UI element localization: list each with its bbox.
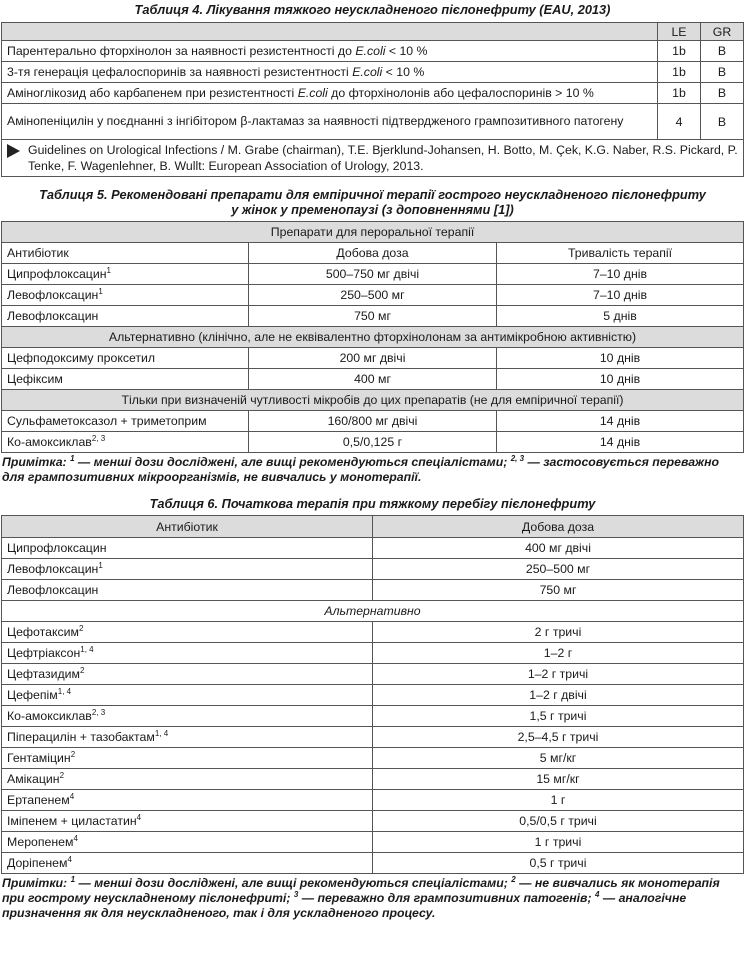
dose-cell: 160/800 мг двічі: [249, 411, 497, 432]
table-row: [2, 643, 744, 664]
duration-cell: 14 днів: [497, 411, 744, 432]
table-row: [2, 538, 744, 559]
gr-cell: B: [701, 41, 744, 62]
recommendation-cell: Аміноглікозид або карбапенем при резистентності E.coli до фторхінолонів або цефалоспоринів > 10 %: [2, 83, 658, 104]
table5-footnote: Примітка: $^1$ — менші дози досліджені, але вищі рекомендуються спеціалістами; $^{2, 3}$ — застосовується переважно для грампозитивних мікроорганізмів, не вивчались у монотерапії.: [2, 453, 720, 484]
recommendation-cell: 3-тя генерація цефалоспоринів за наявності резистентності E.coli < 10 %: [2, 62, 658, 83]
table-row: [2, 83, 744, 104]
antibiotic-cell: Ципрофлоксацин$^1$: [2, 264, 249, 285]
antibiotic-cell: Меропенем$^4$: [2, 832, 373, 853]
dose-cell: 0,5/0,125 г: [249, 432, 497, 453]
table5-title-line1: Таблиця 5. Рекомендовані препарати для емпіричної терапії гострого неускладненого пієлонефриту: [39, 187, 706, 202]
dose-cell: 0,5/0,5 г тричі: [373, 811, 744, 832]
col-le-header: LE: [658, 23, 701, 41]
table-row: [2, 706, 744, 727]
alternative-row: [2, 601, 744, 622]
table4: [1, 22, 744, 177]
table-row: [2, 41, 744, 62]
source-citation: Guidelines on Urological Infections / M. Grabe (chairman), T.E. Bjerklund-Johansen, H. Botto, M. Çek, K.G. Naber, R.S. Pickard, P. Tenke, F. Wagenlehner, B. Wullt: European Association of Urology, 2013.: [28, 143, 738, 173]
antibiotic-cell: Сульфаметоксазол + триметоприм: [2, 411, 249, 432]
table-row: [2, 369, 744, 390]
antibiotic-cell: Ко-амоксиклав$^{2, 3}$: [2, 706, 373, 727]
dose-cell: 250–500 мг: [373, 559, 744, 580]
table-row: [2, 811, 744, 832]
table-row: [2, 580, 744, 601]
recommendation-cell: Парентерально фторхінолон за наявності резистентності до E.coli < 10 %: [2, 41, 658, 62]
dose-cell: 500–750 мг двічі: [249, 264, 497, 285]
dose-cell: 1,5 г тричі: [373, 706, 744, 727]
table-row: [2, 727, 744, 748]
dose-cell: 750 мг: [249, 306, 497, 327]
table6-title: Таблиця 6. Початкова терапія при тяжкому перебігу пієлонефриту: [149, 496, 596, 511]
table-row: [2, 62, 744, 83]
section-header-row: [2, 327, 744, 348]
dose-cell: 400 мг двічі: [373, 538, 744, 559]
recommendation-cell: Амінопеніцилін у поєднанні з інгібітором β-лактамаз за наявності підтвердженого грампозитивного патогену: [2, 104, 658, 140]
dose-cell: 1–2 г: [373, 643, 744, 664]
section-sensitivity-header: Тільки при визначеній чутливості мікробів до цих препаратів (не для емпіричної терапії): [2, 390, 744, 411]
duration-cell: 7–10 днів: [497, 285, 744, 306]
section-alt-header: Альтернативно (клінічно, але не еквівалентно фторхінолонам за антимікробною активністю): [2, 327, 744, 348]
dose-cell: 1 г: [373, 790, 744, 811]
column-header-row: [2, 243, 744, 264]
duration-cell: 7–10 днів: [497, 264, 744, 285]
dose-cell: 1 г тричі: [373, 832, 744, 853]
table-row: [2, 685, 744, 706]
antibiotic-cell: Левофлоксацин: [2, 580, 373, 601]
gr-cell: B: [701, 62, 744, 83]
dose-cell: 15 мг/кг: [373, 769, 744, 790]
table4-header-row: [2, 23, 744, 41]
antibiotic-cell: Цефтріаксон$^{1, 4}$: [2, 643, 373, 664]
duration-cell: 5 днів: [497, 306, 744, 327]
dose-cell: 400 мг: [249, 369, 497, 390]
alternative-label: Альтернативно: [2, 601, 744, 622]
table-row: [2, 769, 744, 790]
table4-title: Таблиця 4. Лікування тяжкого неускладненого пієлонефриту (EAU, 2013): [134, 2, 611, 17]
table5: [1, 221, 744, 453]
le-cell: 1b: [658, 62, 701, 83]
bullet-arrow-icon: [7, 144, 20, 158]
dose-cell: 0,5 г тричі: [373, 853, 744, 874]
dose-cell: 2 г тричі: [373, 622, 744, 643]
antibiotic-cell: Доріпенем$^4$: [2, 853, 373, 874]
table-row: [2, 832, 744, 853]
antibiotic-cell: Ципрофлоксацин: [2, 538, 373, 559]
table-row: [2, 104, 744, 140]
antibiotic-cell: Ко-амоксиклав$^{2, 3}$: [2, 432, 249, 453]
source-row: [2, 140, 744, 177]
col-dose-header: Добова доза: [249, 243, 497, 264]
antibiotic-cell: Гентаміцин$^2$: [2, 748, 373, 769]
table-row: [2, 622, 744, 643]
document-page: [0, 2, 745, 955]
table-row: [2, 411, 744, 432]
antibiotic-cell: Цефтазидим$^2$: [2, 664, 373, 685]
antibiotic-cell: Піперацилін + тазобактам$^{1, 4}$: [2, 727, 373, 748]
dose-cell: 250–500 мг: [249, 285, 497, 306]
gr-cell: B: [701, 83, 744, 104]
table6: [1, 515, 744, 874]
dose-cell: 200 мг двічі: [249, 348, 497, 369]
antibiotic-cell: Левофлоксацин$^1$: [2, 559, 373, 580]
col-dose-header: Добова доза: [373, 516, 744, 538]
duration-cell: 10 днів: [497, 348, 744, 369]
table5-title-line2: у жінок у пременопаузі (з доповненнями [1]): [231, 202, 514, 217]
table-row: [2, 790, 744, 811]
duration-cell: 10 днів: [497, 369, 744, 390]
dose-cell: 750 мг: [373, 580, 744, 601]
antibiotic-cell: Цефотаксим$^2$: [2, 622, 373, 643]
table-row: [2, 264, 744, 285]
table5-title: [0, 187, 745, 217]
duration-cell: 14 днів: [497, 432, 744, 453]
table-row: [2, 306, 744, 327]
section-header-row: [2, 390, 744, 411]
gr-cell: B: [701, 104, 744, 140]
le-cell: 4: [658, 104, 701, 140]
antibiotic-cell: Левофлоксацин$^1$: [2, 285, 249, 306]
column-header-row: [2, 516, 744, 538]
antibiotic-cell: Ертапенем$^4$: [2, 790, 373, 811]
table-row: [2, 285, 744, 306]
table4-header-blank: [2, 23, 658, 41]
antibiotic-cell: Амікацин$^2$: [2, 769, 373, 790]
table-row: [2, 748, 744, 769]
col-gr-header: GR: [701, 23, 744, 41]
antibiotic-cell: Іміпенем + циластатин$^4$: [2, 811, 373, 832]
table-row: [2, 432, 744, 453]
section-oral-header: Препарати для пероральної терапії: [2, 222, 744, 243]
table6-footnote: Примітки: $^1$ — менші дози досліджені, але вищі рекомендуються спеціалістами; $^2$ — не вивчались як монотерапія при гострому неускладненому пієлонефриті; $^3$ — переважно для грампозитивних патогенів; $^4$ — аналогічне призначення як для неускладненого, так і для ускладненого процесу.: [2, 874, 720, 920]
col-duration-header: Тривалість терапії: [497, 243, 744, 264]
table-row: [2, 853, 744, 874]
col-antibiotic-header: Антибіотик: [2, 243, 249, 264]
le-cell: 1b: [658, 41, 701, 62]
antibiotic-cell: Цефіксим: [2, 369, 249, 390]
antibiotic-cell: Левофлоксацин: [2, 306, 249, 327]
source-cell: [2, 140, 744, 177]
table-row: [2, 559, 744, 580]
dose-cell: 1–2 г тричі: [373, 664, 744, 685]
antibiotic-cell: Цефепім$^{1, 4}$: [2, 685, 373, 706]
dose-cell: 1–2 г двічі: [373, 685, 744, 706]
dose-cell: 5 мг/кг: [373, 748, 744, 769]
dose-cell: 2,5–4,5 г тричі: [373, 727, 744, 748]
table-row: [2, 664, 744, 685]
table-row: [2, 348, 744, 369]
antibiotic-cell: Цефподоксиму проксетил: [2, 348, 249, 369]
le-cell: 1b: [658, 83, 701, 104]
section-header-row: [2, 222, 744, 243]
col-antibiotic-header: Антибіотик: [2, 516, 373, 538]
